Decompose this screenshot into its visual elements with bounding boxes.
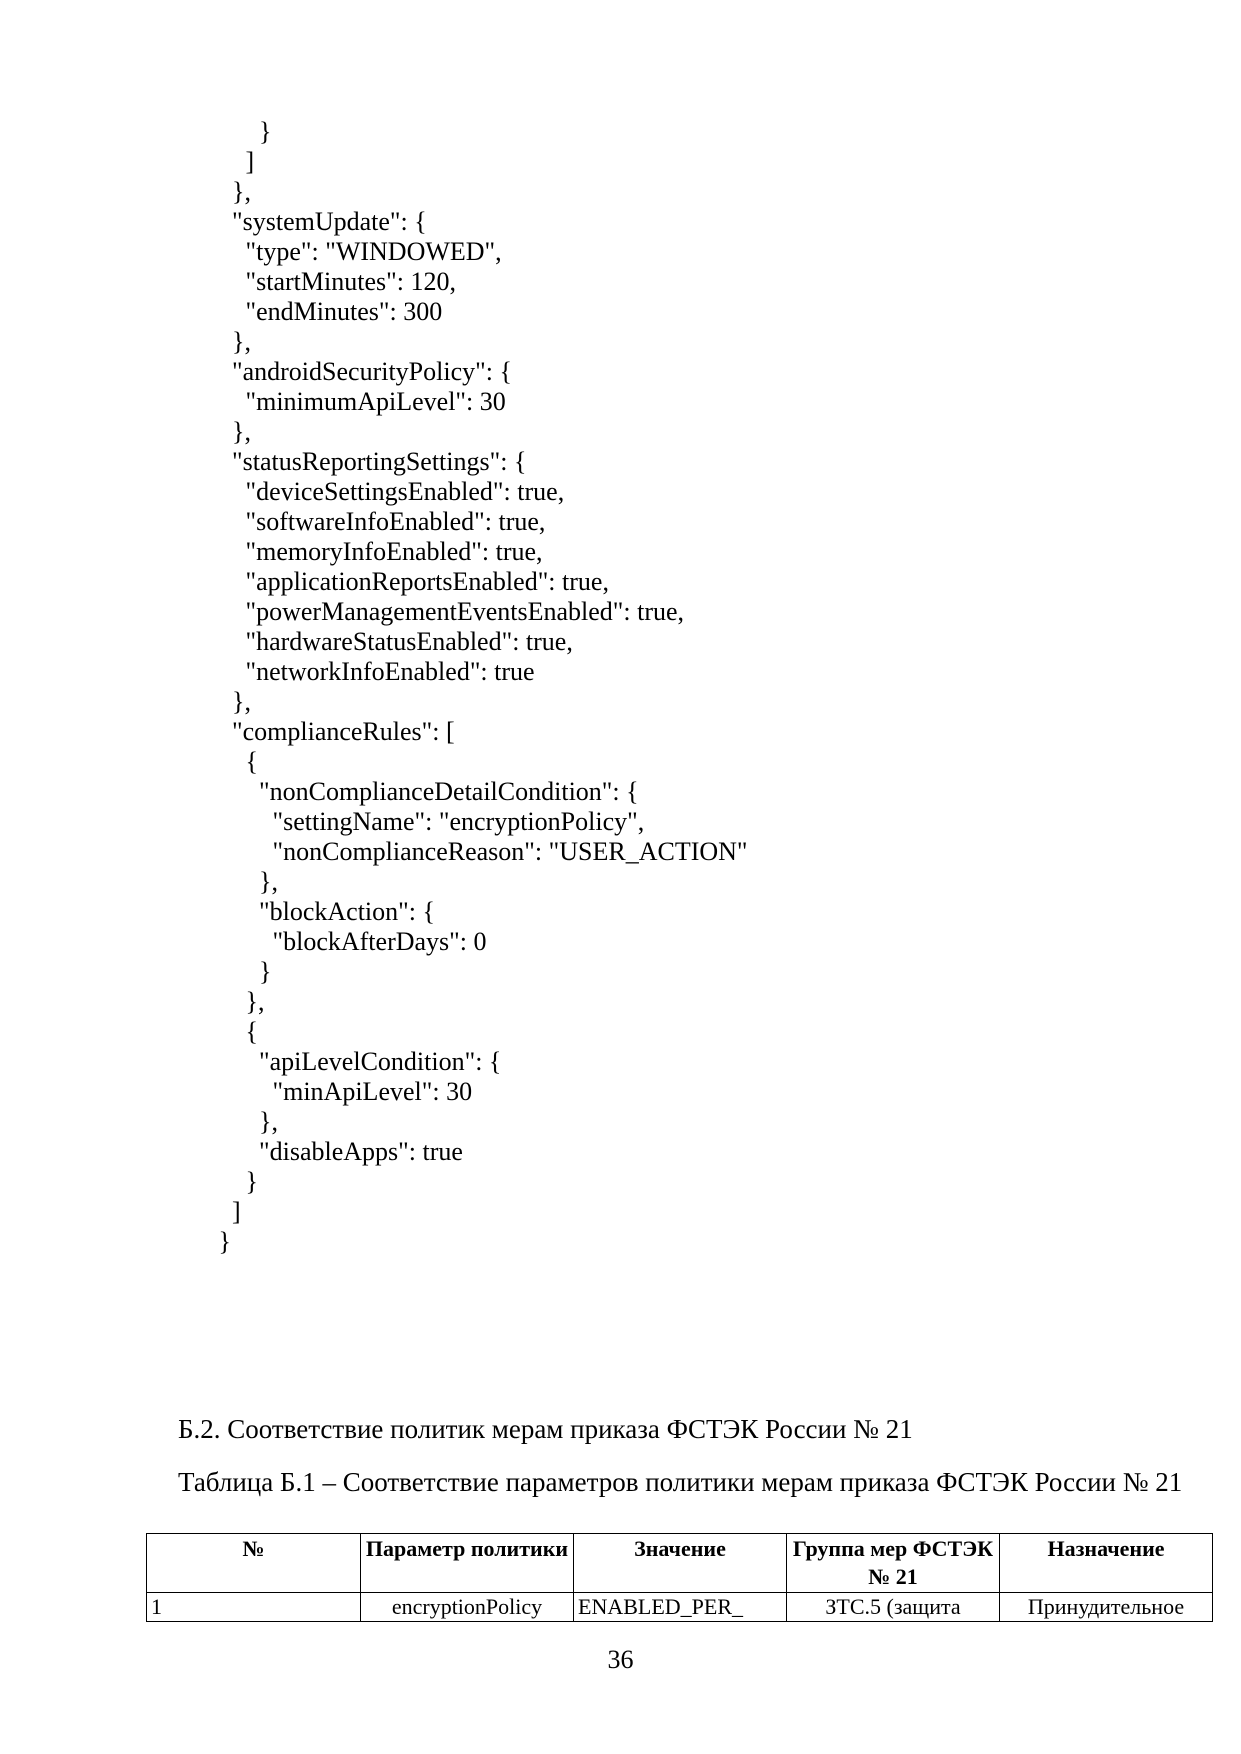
code-line: "hardwareStatusEnabled": true,: [245, 627, 573, 656]
table-caption: Таблица Б.1 – Соответствие параметров политики мерам приказа ФСТЭК России № 21: [178, 1467, 1183, 1497]
code-line: "type": "WINDOWED",: [245, 237, 502, 266]
code-line: }: [245, 1167, 258, 1196]
header-fstek-measure-group: Группа мер ФСТЭК № 21: [787, 1534, 1000, 1593]
code-line: },: [245, 987, 265, 1016]
code-line: }: [259, 117, 272, 146]
code-line: "settingName": "encryptionPolicy",: [272, 807, 645, 836]
code-line: "memoryInfoEnabled": true,: [245, 537, 543, 566]
code-line: "deviceSettingsEnabled": true,: [245, 477, 565, 506]
code-line: }: [218, 1227, 231, 1256]
code-line: "complianceRules": [: [232, 717, 455, 746]
code-line: },: [232, 327, 251, 356]
code-line: },: [259, 1107, 278, 1136]
cell-fstek-measure-group: ЗТС.5 (защита: [787, 1593, 1000, 1622]
compliance-table: [146, 1533, 1213, 1622]
cell-value: ENABLED_PER_: [574, 1593, 787, 1622]
section-heading: Б.2. Соответствие политик мерам приказа ФСТЭК России № 21: [178, 1414, 913, 1444]
code-line: "androidSecurityPolicy": {: [232, 357, 512, 386]
header-policy-parameter: Параметр политики: [361, 1534, 574, 1593]
code-line: "disableApps": true: [259, 1137, 463, 1166]
code-line: "softwareInfoEnabled": true,: [245, 507, 546, 536]
code-line: },: [232, 687, 251, 716]
page-number: 36: [607, 1645, 634, 1674]
code-line: }: [259, 957, 272, 986]
code-line: "nonComplianceReason": "USER_ACTION": [272, 837, 748, 866]
code-line: },: [232, 417, 251, 446]
code-line: "systemUpdate": {: [232, 207, 427, 236]
code-line: "blockAction": {: [259, 897, 435, 926]
code-line: "nonComplianceDetailCondition": {: [259, 777, 639, 806]
code-line: "apiLevelCondition": {: [259, 1047, 502, 1076]
cell-number: 1: [147, 1593, 361, 1622]
code-line: "minApiLevel": 30: [272, 1077, 473, 1106]
header-number: №: [147, 1534, 361, 1593]
code-line: {: [245, 1017, 258, 1046]
code-line: "startMinutes": 120,: [245, 267, 456, 296]
header-value: Значение: [574, 1534, 787, 1593]
code-line: "powerManagementEventsEnabled": true,: [245, 597, 685, 626]
code-line: },: [259, 867, 278, 896]
code-line: "endMinutes": 300: [245, 297, 443, 326]
cell-purpose: Принудительное: [1000, 1593, 1213, 1622]
table-row: [147, 1593, 1213, 1622]
code-line: "applicationReportsEnabled": true,: [245, 567, 609, 596]
code-line: ]: [232, 1197, 241, 1226]
code-line: "networkInfoEnabled": true: [245, 657, 535, 686]
header-purpose: Назначение: [1000, 1534, 1213, 1593]
code-line: "blockAfterDays": 0: [272, 927, 487, 956]
code-line: "statusReportingSettings": {: [232, 447, 527, 476]
code-line: {: [245, 747, 258, 776]
cell-policy-parameter: encryptionPolicy: [361, 1593, 574, 1622]
code-line: "minimumApiLevel": 30: [245, 387, 506, 416]
code-line: },: [232, 177, 251, 206]
code-line: ]: [245, 147, 255, 176]
table-header-row: [147, 1534, 1213, 1593]
